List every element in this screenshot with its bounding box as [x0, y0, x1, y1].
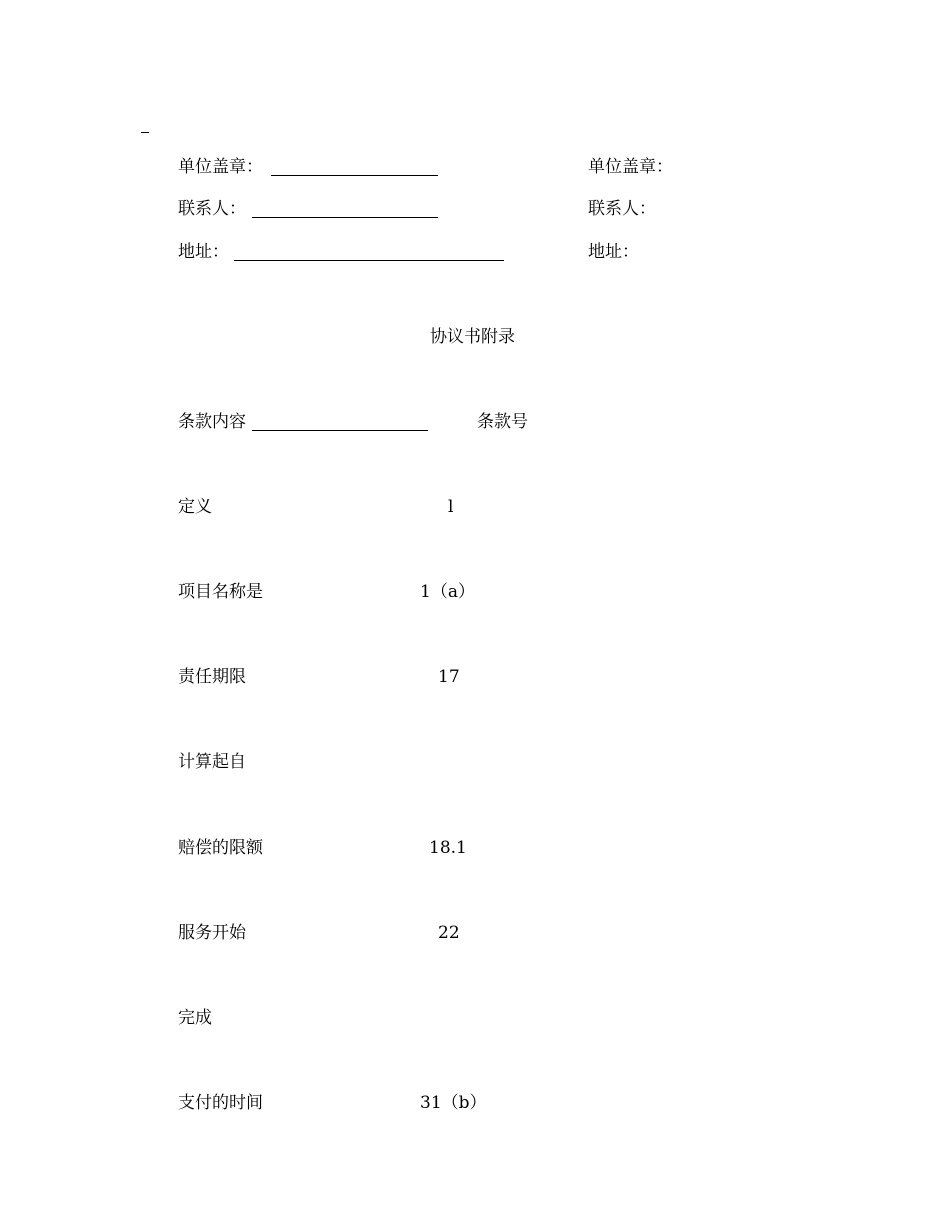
left-address-label: 地址：: [178, 242, 229, 262]
right-contact-label: 联系人：: [588, 199, 656, 219]
left-address-field-line[interactable]: [234, 260, 504, 261]
row-label-liability-period: 责任期限: [178, 667, 246, 687]
row-label-compensation-limit: 赔偿的限额: [178, 838, 263, 858]
row-clause-compensation-limit: 18.1: [429, 838, 467, 858]
appendix-title: 协议书附录: [430, 327, 515, 347]
stray-dash-mark: [141, 132, 149, 133]
row-clause-liability-period: 17: [438, 667, 460, 687]
row-label-service-start: 服务开始: [178, 923, 246, 943]
left-stamp-field-line[interactable]: [271, 175, 438, 176]
row-label-definition: 定义: [178, 497, 212, 517]
row-label-project-name: 项目名称是: [178, 582, 263, 602]
left-contact-label: 联系人：: [178, 199, 246, 219]
clause-number-header: 条款号: [477, 412, 528, 432]
row-clause-project-name: 1（a）: [420, 582, 475, 602]
row-clause-payment-time: 31（b）: [420, 1093, 487, 1113]
clause-content-header-line: [252, 430, 428, 431]
clause-content-header: 条款内容: [178, 412, 246, 432]
row-label-payment-time: 支付的时间: [178, 1093, 263, 1113]
row-clause-service-start: 22: [438, 923, 460, 943]
row-label-calculated-from: 计算起自: [178, 752, 246, 772]
right-address-label: 地址：: [588, 242, 639, 262]
left-stamp-label: 单位盖章：: [178, 157, 263, 177]
row-label-completion: 完成: [178, 1008, 212, 1028]
left-contact-field-line[interactable]: [252, 217, 438, 218]
right-stamp-label: 单位盖章：: [588, 157, 673, 177]
row-clause-definition: l: [448, 497, 454, 517]
